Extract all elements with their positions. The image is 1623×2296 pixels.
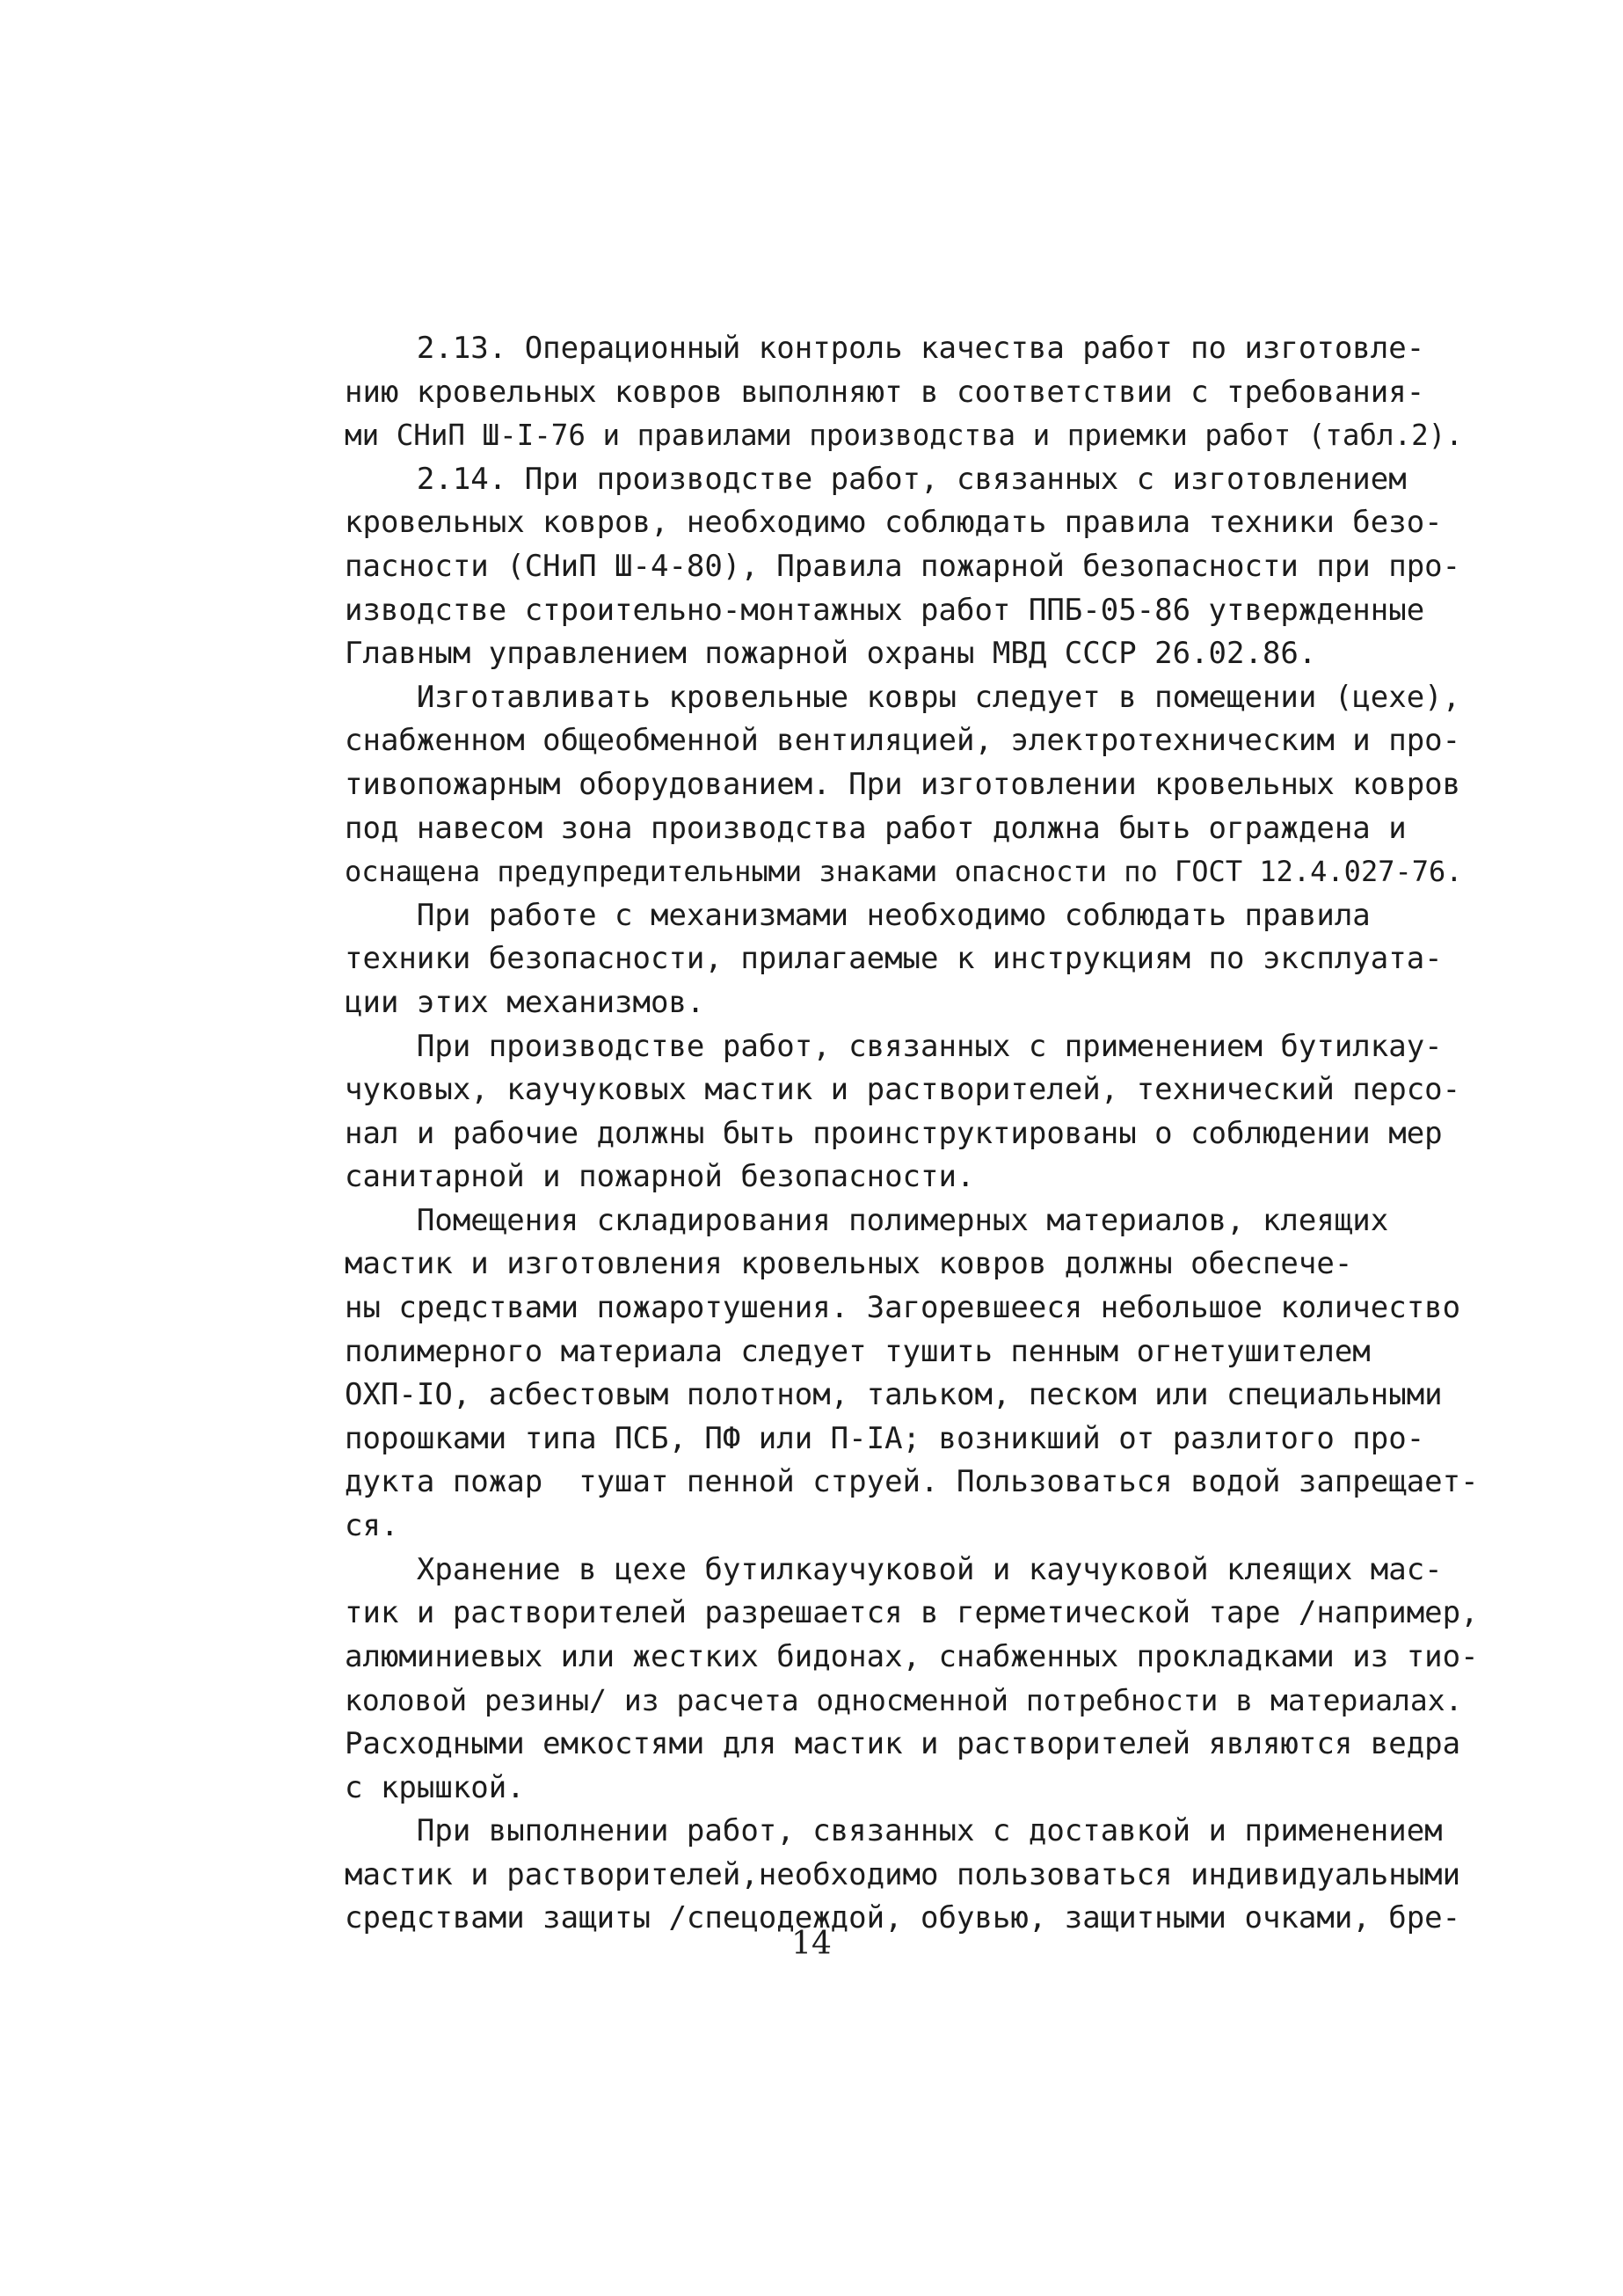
text-line: техники безопасности, прилагаемые к инструкциям по эксплуата-	[345, 941, 1443, 977]
text-line: оснащена предупредительными знаками опасности по ГОСТ 12.4.027-76.	[345, 855, 1463, 889]
text-line: Главным управлением пожарной охраны МВД СССР 26.02.86.	[345, 636, 1317, 672]
text-line: 2.14. При производстве работ, связанных с изготовлением	[345, 461, 1407, 497]
text-line: полимерного материала следует тушить пенным огнетушителем	[345, 1333, 1371, 1369]
body-text	[345, 327, 1479, 1941]
text-line: изводстве строительно-монтажных работ ППБ-05-86 утвержденные	[345, 592, 1425, 628]
text-line: средствами защиты /спецодеждой, обувью, защитными очками, бре-	[345, 1900, 1461, 1936]
text-line: тик и растворителей разрешается в герметической таре /например,	[345, 1595, 1479, 1631]
text-line: под навесом зона производства работ должна быть ограждена и	[345, 810, 1407, 846]
text-line: ны средствами пожаротушения. Загоревшееся небольшое количество	[345, 1290, 1461, 1326]
text-line: ции этих механизмов.	[345, 984, 705, 1020]
text-line: ся.	[345, 1508, 399, 1544]
text-line: При выполнении работ, связанных с доставкой и применением	[345, 1813, 1443, 1849]
text-line: пасности (СНиП Ш-4-80), Правила пожарной безопасности при про-	[345, 548, 1461, 584]
text-line: Помещения складирования полимерных материалов, клеящих	[345, 1202, 1389, 1238]
text-line: мастик и растворителей,необходимо пользоваться индивидуальными	[345, 1856, 1461, 1892]
page-number: 14	[791, 1926, 832, 1962]
text-line: нию кровельных ковров выполняют в соответствии с требования-	[345, 374, 1425, 410]
text-line: дукта пожар тушат пенной струей. Пользоваться водой запрещает-	[345, 1464, 1479, 1500]
text-line: порошками типа ПСБ, ПФ или П-IA; возникший от разлитого про-	[345, 1420, 1425, 1456]
text-line: При работе с механизмами необходимо соблюдать правила	[345, 897, 1371, 933]
text-line: санитарной и пожарной безопасности.	[345, 1159, 975, 1195]
text-line: ОХП-IO, асбестовым полотном, тальком, песком или специальными	[345, 1377, 1443, 1413]
text-line: коловой резины/ из расчета односменной потребности в материалах.	[345, 1683, 1463, 1718]
text-line: кровельных ковров, необходимо соблюдать правила техники безо-	[345, 505, 1443, 541]
text-line: 2.13. Операционный контроль качества работ по изготовле-	[345, 331, 1425, 366]
text-line: снабженном общеобменной вентиляцией, электротехническим и про-	[345, 723, 1461, 759]
text-line: чуковых, каучуковых мастик и растворителей, технический персо-	[345, 1072, 1461, 1108]
text-line: нал и рабочие должны быть проинструктированы о соблюдении мер	[345, 1115, 1443, 1151]
text-line: Изготавливать кровельные ковры следует в помещении (цехе),	[345, 679, 1461, 715]
text-line: Расходными емкостями для мастик и растворителей являются ведра	[345, 1726, 1461, 1761]
text-line: ми СНиП Ш-I-76 и правилами производства и приемки работ (табл.2).	[345, 419, 1463, 453]
text-line: При производстве работ, связанных с применением бутилкау-	[345, 1028, 1443, 1064]
text-line: мастик и изготовления кровельных ковров должны обеспече-	[345, 1246, 1353, 1282]
text-line: тивопожарным оборудованием. При изготовлении кровельных ковров	[345, 766, 1461, 802]
text-line: Хранение в цехе бутилкаучуковой и каучуковой клеящих мас-	[345, 1551, 1443, 1587]
text-line: с крышкой.	[345, 1769, 525, 1805]
text-line: алюминиевых или жестких бидонах, снабженных прокладками из тио-	[345, 1638, 1479, 1674]
